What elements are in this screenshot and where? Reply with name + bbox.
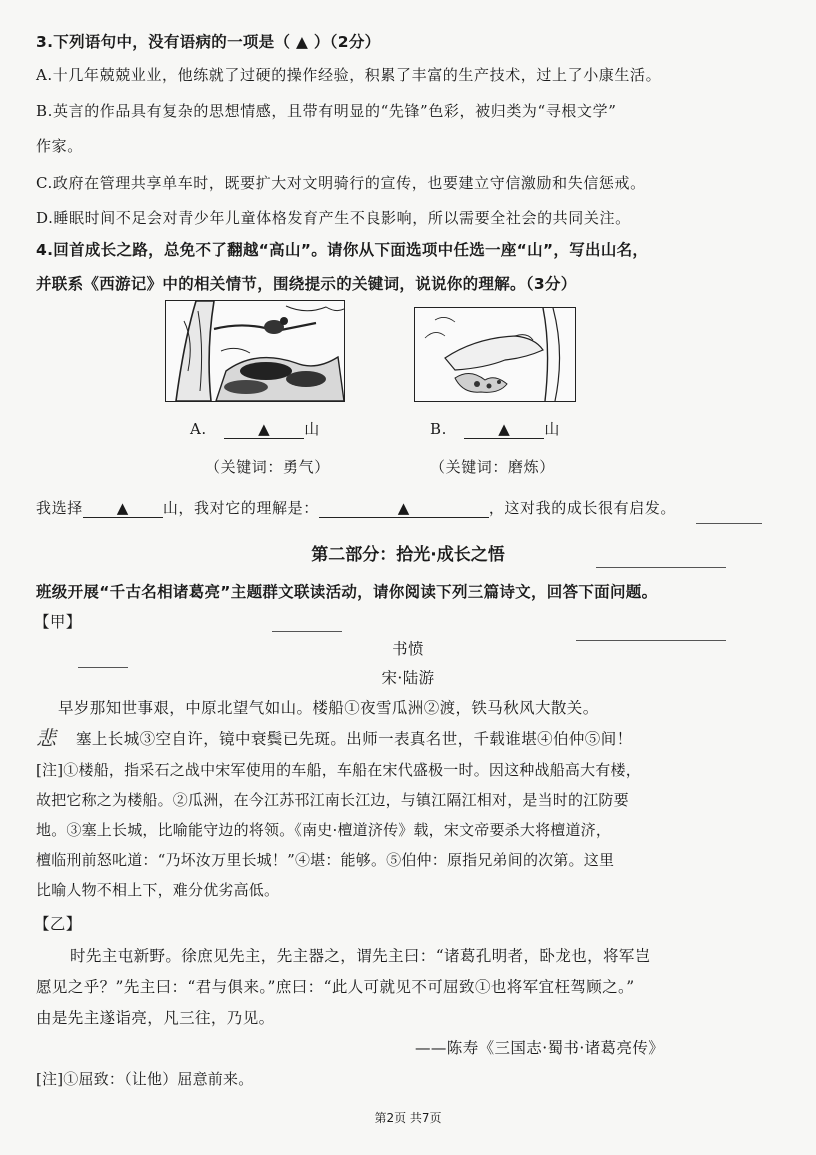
answer-suffix: ，这对我的成长很有启发。 [488, 499, 677, 517]
q3-option-d: D.睡眠时间不足会对青少年儿童体格发育产生不良影响，所以需要全社会的共同关注。 [36, 209, 631, 227]
page-number: 第2页 共7页 [374, 1111, 442, 1125]
journey-illustration-b [414, 307, 576, 402]
choice-a-suffix: 山 [304, 420, 320, 438]
hand-flames-drawing [415, 308, 575, 401]
q4-answer-line [36, 497, 676, 518]
stray-line [596, 567, 726, 568]
q3-option-a: A.十几年兢兢业业，他练就了过硬的操作经验，积累了丰富的生产技术，过上了小康生活。 [36, 66, 662, 84]
yi-note: [注]①屈致：（让他）屈意前来。 [36, 1070, 254, 1088]
journey-illustration-a [165, 300, 345, 402]
q3-option-c: C.政府在管理共享单车时，既要扩大对文明骑行的宣传，也要建立守信激励和失信惩戒。 [36, 174, 646, 192]
poem-note-3: 地。③塞上长城，比喻能守边的将领。《南史·檀道济传》载，宋文帝要杀大将檀道济， [36, 821, 612, 839]
q3-option-b-cont: 作家。 [36, 137, 83, 155]
choice-b [430, 418, 560, 439]
choice-a-blank[interactable]: ▲ [224, 420, 304, 439]
yi-source: ——陈寿《三国志·蜀书·诸葛亮传》 [415, 1039, 665, 1057]
poem-note-2: 故把它称之为楼船。②瓜洲，在今江苏邗江南长江边，与镇江隔江相对，是当时的江防要 [36, 791, 629, 809]
question-4-stem-line1: 4.回首成长之路，总免不了翻越“高山”。请你从下面选项中任选一座“山”，写出山名， [36, 241, 649, 259]
mountain-choice-blank[interactable]: ▲ [83, 499, 163, 518]
choice-b-letter: B. [430, 420, 447, 438]
poem-note-5: 比喻人物不相上下，难分优劣高低。 [36, 881, 280, 899]
poem-note-1: [注]①楼船，指采石之战中宋军使用的车船，车船在宋代盛极一时。因这种战船高大有楼， [36, 761, 641, 779]
mountain-monkey-drawing [166, 301, 344, 401]
poem-note-4: 檀临刑前怒叱道：“乃坏汝万里长城！”④堪：能够。⑤伯仲：原指兄弟间的次第。这里 [36, 851, 615, 869]
poem-line-2: 塞上长城③空自许，镜中衰鬓已先斑。出师一表真名世，千载谁堪④伯仲⑤间！ [76, 730, 633, 748]
choice-a-keyword: （关键词：勇气） [205, 458, 330, 476]
understanding-blank[interactable]: ▲ [319, 499, 489, 518]
text-yi-label: 【乙】 [34, 915, 82, 933]
section-2-intro: 班级开展“千古名相诸葛亮”主题群文联读活动，请你阅读下列三篇诗文，回答下面问题。 [36, 583, 658, 601]
choice-a [190, 418, 320, 439]
answer-middle: 山，我对它的理解是： [162, 499, 319, 517]
poem-author: 宋·陆游 [381, 669, 435, 687]
yi-line-1: 时先主屯新野。徐庶见先主，先主器之，谓先主曰：“诸葛孔明者，卧龙也，将军岂 [70, 947, 651, 965]
answer-prefix: 我选择 [36, 499, 83, 517]
choice-b-keyword: （关键词：磨炼） [430, 458, 555, 476]
text-jia-label: 【甲】 [34, 613, 82, 631]
yi-line-3: 由是先主遂诣亮，凡三往，乃见。 [36, 1009, 275, 1027]
section-2-title: 第二部分：拾光·成长之悟 [311, 545, 505, 565]
question-4-stem-line2: 并联系《西游记》中的相关情节，围绕提示的关键词，说说你的理解。（3分） [36, 275, 577, 293]
poem-title: 书愤 [392, 640, 424, 658]
choice-a-letter: A. [190, 420, 207, 438]
question-3-stem: 3.下列语句中，没有语病的一项是（ ▲ ）（2分） [36, 33, 381, 51]
yi-line-2: 愿见之乎？”先主曰：“君与俱来。”庶曰：“此人可就见不可屈致①也将军宜枉驾顾之。” [36, 978, 635, 996]
stray-line [272, 631, 342, 632]
poem-line-1: 早岁那知世事艰，中原北望气如山。楼船①夜雪瓜洲②渡，铁马秋风大散关。 [58, 699, 599, 717]
choice-b-suffix: 山 [544, 420, 560, 438]
stray-line [696, 523, 762, 524]
choice-b-blank[interactable]: ▲ [464, 420, 544, 439]
q3-option-b: B.英言的作品具有复杂的思想情感，且带有明显的“先锋”色彩，被归类为“寻根文学” [36, 102, 617, 120]
margin-handwriting: 悲 [36, 726, 56, 750]
